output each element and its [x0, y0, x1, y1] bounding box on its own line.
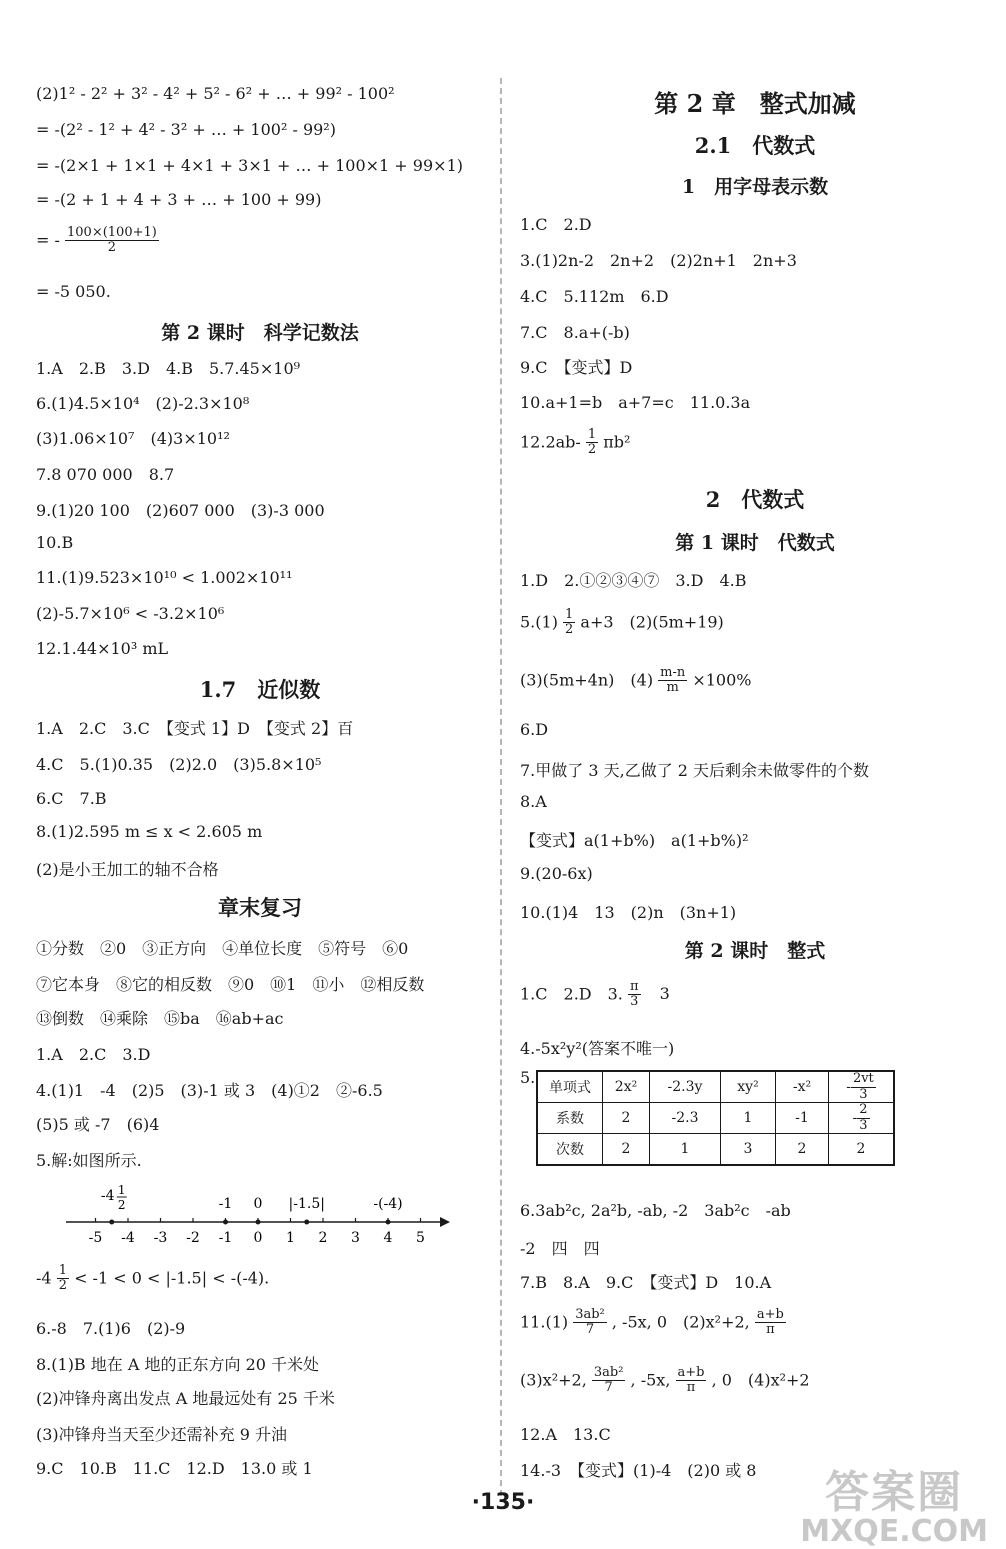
- fraction: $\frac{2vt}{3}$: [852, 1071, 874, 1102]
- denominator: 7: [604, 1380, 613, 1396]
- answer-line: -2 四 四: [520, 1239, 600, 1258]
- answer-line: 5.: [520, 1068, 536, 1087]
- answer-line: 7.C 8.a+(-b): [520, 323, 630, 342]
- answer-line: 6.C 7.B: [36, 789, 107, 808]
- point-label-numerator: 1: [117, 1183, 126, 1197]
- denominator: 7: [585, 1322, 595, 1338]
- answer-line: 9.C 【变式】D: [520, 358, 633, 377]
- calc-line-fraction: [36, 226, 159, 256]
- answer-line: 1.A 2.C 3.C 【变式 1】D 【变式 2】百: [36, 719, 354, 738]
- answer-line: 8.A: [520, 792, 547, 811]
- number-line-point: [304, 1220, 309, 1225]
- axis-tick-label: 1: [286, 1230, 295, 1246]
- fraction: [65, 226, 159, 256]
- denominator: π: [766, 1322, 775, 1338]
- numerator: 3ab²: [575, 1307, 605, 1322]
- numerator: 1: [587, 427, 597, 442]
- answer-line-fraction: [520, 666, 752, 696]
- point-label: -(-4): [373, 1196, 403, 1212]
- denominator: 3: [630, 994, 639, 1010]
- answer-line: 10.(1)4 13 (2)n (3n+1): [520, 903, 737, 922]
- answer-line: 3.(1)2n-2 2n+2 (2)2n+1 2n+3: [520, 251, 797, 270]
- answer-line: 5.解:如图所示.: [36, 1151, 142, 1170]
- answer-line: 11.(1)9.523×10¹⁰ < 1.002×10¹¹: [36, 568, 293, 587]
- answer-line: ⑬倒数 ⑭乘除 ⑮ba ⑯ab+ac: [36, 1009, 284, 1028]
- denominator: 2: [107, 240, 117, 256]
- answer-line: 8.(1)B 地在 A 地的正东方向 20 千米处: [36, 1355, 320, 1374]
- axis-tick-label: -1: [218, 1230, 233, 1246]
- answer-line: 1.A 2.C 3.D: [36, 1045, 151, 1064]
- answer-line: 7.甲做了 3 天,乙做了 2 天后剩余未做零件的个数: [520, 761, 870, 780]
- denominator: 2: [587, 442, 597, 458]
- section-heading: 第 1 课时 代数式: [675, 532, 835, 554]
- axis-tick-label: -4: [121, 1230, 135, 1246]
- text: (3)x²+2,: [520, 1370, 587, 1390]
- text: 3: [659, 984, 670, 1004]
- answer-line: 7.8 070 000 8.7: [36, 465, 175, 484]
- calc-line: = -(2×1 + 1×1 + 4×1 + 3×1 + … + 100×1 + 99×1): [36, 156, 463, 175]
- answer-line: 1.A 2.B 3.D 4.B 5.7.45×10⁹: [36, 359, 301, 378]
- point-label: 0: [253, 1196, 263, 1212]
- axis-tick-label: 5: [416, 1230, 425, 1246]
- answer-line: 6.-8 7.(1)6 (2)-9: [36, 1319, 186, 1338]
- table-cell: 1: [650, 1134, 721, 1166]
- section-heading: 2 代数式: [705, 487, 805, 512]
- numerator: 1: [58, 1263, 67, 1278]
- denominator: m: [666, 680, 679, 696]
- answer-line-fraction: [520, 428, 630, 458]
- answer-line: ⑦它本身 ⑧它的相反数 ⑨0 ⑩1 ⑪小 ⑫相反数: [36, 975, 425, 994]
- table-cell: 1: [721, 1103, 776, 1134]
- fraction: [658, 666, 687, 696]
- text: -4: [36, 1268, 52, 1288]
- row-header-cell: 次数: [537, 1134, 603, 1166]
- row-header-cell: 系数: [537, 1103, 603, 1134]
- answer-line: (2)是小王加工的轴不合格: [36, 860, 219, 879]
- answer-line-fraction: [520, 1366, 810, 1396]
- denominator: 2: [58, 1278, 67, 1294]
- fraction: [586, 428, 598, 458]
- number-line: [36, 1178, 456, 1248]
- answer-line: 14.-3 【变式】(1)-4 (2)0 或 8: [520, 1461, 757, 1480]
- section-heading: 第 2 课时 科学记数法: [161, 322, 359, 344]
- denominator: 2: [565, 622, 574, 638]
- answer-line: 8.(1)2.595 m ≤ x < 2.605 m: [36, 822, 263, 841]
- answer-line: 10.B: [36, 533, 74, 552]
- section-heading: 2.1 代数式: [694, 133, 816, 158]
- answer-line: 1.C 2.D: [520, 215, 592, 234]
- text: (3)(5m+4n) (4): [520, 670, 654, 690]
- table-cell: - $\frac{2vt}{3}$: [829, 1071, 895, 1103]
- table-cell: 2: [776, 1134, 829, 1166]
- fraction: [592, 1366, 626, 1396]
- answer-line: 【变式】a(1+b%) a(1+b%)²: [520, 831, 749, 850]
- watermark-url: MXQE.COM: [800, 1514, 988, 1549]
- row-header-cell: 单项式: [537, 1071, 603, 1103]
- table-cell: - $\frac{2}{3}$: [829, 1103, 895, 1134]
- answer-line: (5)5 或 -7 (6)4: [36, 1115, 160, 1134]
- point-label: |-1.5|: [288, 1196, 325, 1212]
- answer-line: 4.-5x²y²(答案不唯一): [520, 1039, 675, 1058]
- text: 1.C 2.D 3.: [520, 984, 623, 1004]
- answer-line: (3)1.06×10⁷ (4)3×10¹²: [36, 429, 230, 448]
- table-cell: 2: [603, 1103, 650, 1134]
- table-cell: -1: [776, 1103, 829, 1134]
- answer-line: 4.(1)1 -4 (2)5 (3)-1 或 3 (4)①2 ②-6.5: [36, 1081, 383, 1100]
- numerator: m-n: [660, 665, 686, 680]
- text: , 0 (4)x²+2: [711, 1370, 810, 1390]
- watermark-text: 答案圈: [825, 1467, 964, 1518]
- text: ×100%: [692, 670, 752, 690]
- fraction: [563, 608, 575, 638]
- monomial-table: [536, 1070, 895, 1166]
- fraction: $\frac{2}{3}$: [859, 1102, 868, 1133]
- text: 11.(1): [520, 1312, 569, 1332]
- text: = -: [36, 230, 60, 250]
- table-cell: 2: [603, 1134, 650, 1166]
- answer-line: 12.1.44×10³ mL: [36, 639, 169, 658]
- answer-line: 9.(20-6x): [520, 864, 593, 883]
- numerator: a+b: [756, 1307, 784, 1322]
- axis-tick-label: 2: [318, 1230, 328, 1246]
- table-cell: -x²: [776, 1071, 829, 1103]
- answer-line-fraction: [520, 980, 670, 1010]
- axis-tick-label: -3: [153, 1230, 168, 1246]
- fraction: [57, 1264, 69, 1294]
- section-heading: 1 用字母表示数: [681, 176, 829, 198]
- column-divider: [500, 78, 502, 1496]
- answer-line: 9.(1)20 100 (2)607 000 (3)-3 000: [36, 501, 325, 520]
- watermark-logo: [800, 1456, 988, 1549]
- numerator: π: [629, 979, 639, 994]
- answer-line: 4.C 5.(1)0.35 (2)2.0 (3)5.8×10⁵: [36, 755, 322, 774]
- answer-line-fraction: [520, 1308, 786, 1338]
- text: 5.(1): [520, 612, 558, 632]
- text: , -5x,: [630, 1370, 671, 1390]
- answer-line: 12.A 13.C: [520, 1425, 611, 1444]
- axis-tick-label: -2: [186, 1230, 200, 1246]
- answer-line: ①分数 ②0 ③正方向 ④单位长度 ⑤符号 ⑥0: [36, 939, 409, 958]
- answer-line: (2)冲锋舟离出发点 A 地最远处有 25 千米: [36, 1389, 335, 1408]
- calc-line: = -(2² - 1² + 4² - 3² + … + 100² - 99²): [36, 120, 336, 139]
- answer-line: 9.C 10.B 11.C 12.D 13.0 或 1: [36, 1459, 313, 1478]
- answer-line: 7.B 8.A 9.C 【变式】D 10.A: [520, 1273, 772, 1292]
- axis-tick-label: 4: [383, 1230, 393, 1246]
- answer-line: 6.(1)4.5×10⁴ (2)-2.3×10⁸: [36, 394, 250, 413]
- text: a+3 (2)(5m+19): [580, 612, 724, 632]
- text: 12.2ab-: [520, 432, 581, 452]
- calc-line: = -(2 + 1 + 4 + 3 + … + 100 + 99): [36, 190, 322, 209]
- answer-line: 1.D 2.①②③④⑦ 3.D 4.B: [520, 571, 747, 590]
- number-line-point: [223, 1220, 228, 1225]
- table-row: [537, 1103, 894, 1134]
- numerator: 100×(100+1): [67, 225, 157, 240]
- number-line-point: [256, 1220, 261, 1225]
- chapter-heading: 第 2 章 整式加减: [654, 89, 856, 118]
- table-row: [537, 1134, 894, 1166]
- table-cell: -2.3y: [650, 1071, 721, 1103]
- table-cell: 2: [829, 1134, 895, 1166]
- answer-line: 6.D: [520, 720, 549, 739]
- section-heading: 章末复习: [218, 895, 302, 920]
- number-line-point: [109, 1220, 114, 1225]
- text: < -1 < 0 < |-1.5| < -(-4).: [74, 1268, 270, 1288]
- calc-line: (2)1² - 2² + 3² - 4² + 5² - 6² + … + 99² - 100²: [36, 84, 395, 103]
- numerator: a+b: [677, 1365, 705, 1380]
- table-cell: 2x²: [603, 1071, 650, 1103]
- axis-tick-label: 0: [253, 1230, 263, 1246]
- calc-line: = -5 050.: [36, 282, 111, 301]
- fraction: [755, 1308, 786, 1338]
- table-cell: -2.3: [650, 1103, 721, 1134]
- answer-line: 4.C 5.112m 6.D: [520, 287, 669, 306]
- answer-line: 6.3ab²c, 2a²b, -ab, -2 3ab²c -ab: [520, 1201, 791, 1220]
- fraction: [573, 1308, 607, 1338]
- table-cell: xy²: [721, 1071, 776, 1103]
- numerator: 1: [565, 607, 574, 622]
- answer-line: (3)冲锋舟当天至少还需补充 9 升油: [36, 1425, 288, 1444]
- axis-tick-label: 3: [351, 1230, 360, 1246]
- numerator: 3ab²: [593, 1365, 624, 1380]
- axis-tick-label: -5: [88, 1230, 103, 1246]
- denominator: π: [686, 1380, 696, 1396]
- table-row: [537, 1071, 894, 1103]
- fraction: [676, 1366, 707, 1396]
- point-label: -4: [100, 1188, 115, 1204]
- point-label-denominator: 2: [117, 1198, 126, 1212]
- answer-line: (2)-5.7×10⁶ < -3.2×10⁶: [36, 604, 225, 623]
- text: πb²: [603, 432, 631, 452]
- point-label: -1: [218, 1196, 233, 1212]
- section-heading: 第 2 课时 整式: [684, 940, 826, 962]
- answer-line: 10.a+1=b a+7=c 11.0.3a: [520, 393, 751, 412]
- text: , -5x, 0 (2)x²+2,: [611, 1312, 750, 1332]
- number-line-point: [386, 1220, 391, 1225]
- ordering-line: [36, 1264, 269, 1294]
- page-number: ·135·: [471, 1490, 535, 1515]
- section-heading: 1.7 近似数: [199, 677, 321, 702]
- fraction: [628, 980, 641, 1010]
- answer-line-fraction: [520, 608, 724, 638]
- table-cell: 3: [721, 1134, 776, 1166]
